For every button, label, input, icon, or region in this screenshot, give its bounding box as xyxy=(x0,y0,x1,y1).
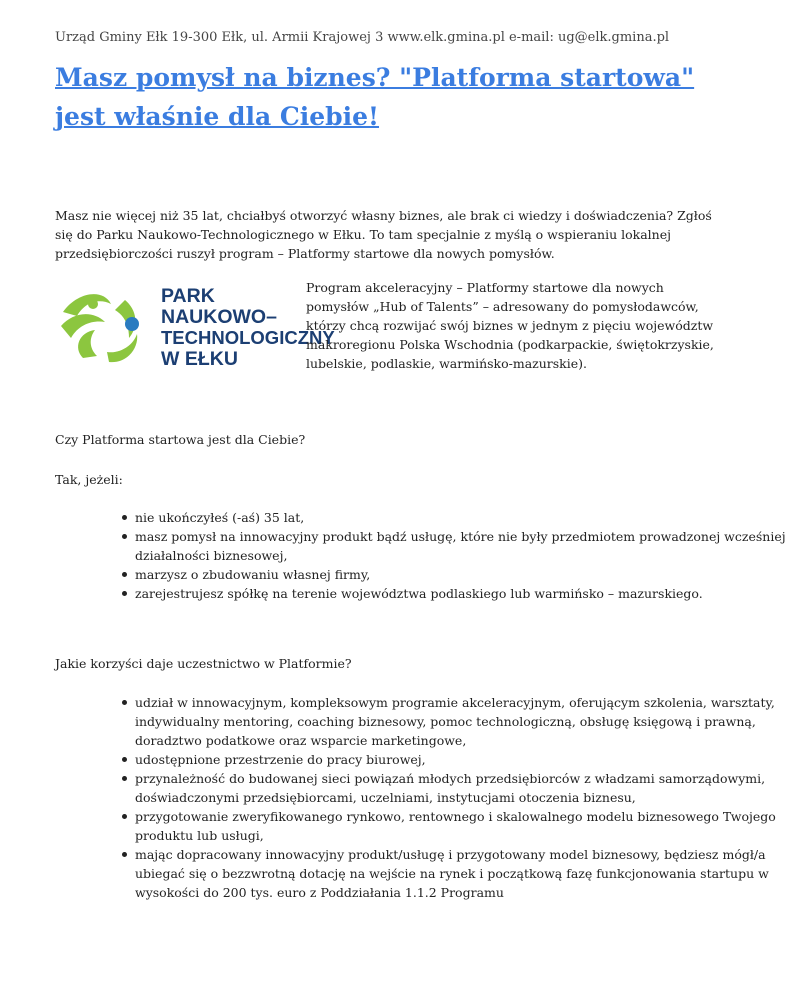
program-paragraph: Program akceleracyjny – Platformy startowe dla nowych pomysłów „Hub of Talents” – adresowany do pomysłodawców, którzy chcą rozwijać swój biznes w jednym z pięciu województw makroregionu Polska Wschodnia (podkarpackie, świętokrzyskie, lubelskie, podlaskie, warmińsko-mazurskie). xyxy=(306,280,714,371)
question-1: Czy Platforma startowa jest dla Ciebie? xyxy=(55,432,306,447)
logo-line-3: TECHNOLOGICZNY xyxy=(161,327,335,348)
park-logo-icon xyxy=(55,282,335,370)
list-item: zarejestrujesz spółkę na terenie województwa podlaskiego lub warmińsko – mazurskiego. xyxy=(135,584,805,603)
article-title-link[interactable]: Masz pomysł na biznes? "Platforma startowa" jest właśnie dla Ciebie! xyxy=(55,63,695,131)
list-item: udostępnione przestrzenie do pracy biurowej, xyxy=(135,750,805,769)
list-item: udział w innowacyjnym, kompleksowym programie akceleracyjnym, oferującym szkolenia, warsztaty, indywidualny mentoring, coaching biznesowy, pomoc technologiczną, obsługę księgową i prawną, doradztwo podatkowe oraz wsparcie marketingowe, xyxy=(135,693,805,750)
logo-line-4: W EŁKU xyxy=(161,348,238,370)
logo-line-2: NAUKOWO– xyxy=(161,306,277,328)
conditions-list xyxy=(55,508,805,603)
benefits-list xyxy=(55,693,805,902)
list-item: mając dopracowany innowacyjny produkt/usługę i przygotowany model biznesowy, będziesz mógł/a ubiegać się o bezzwrotną dotację na wejście na rynek i początkową fazę funkcjonowania startupu w wysokości do 200 tys. euro z Poddziałania 1.1.2 Programu xyxy=(135,845,805,902)
list-item: masz pomysł na innowacyjny produkt bądź usługę, które nie były przedmiotem prowadzonej wcześniej działalności biznesowej, xyxy=(135,527,805,565)
logo-line-1: PARK xyxy=(161,285,215,307)
list-item: marzysz o zbudowaniu własnej firmy, xyxy=(135,565,805,584)
header-address: Urząd Gminy Ełk 19-300 Ełk, ul. Armii Krajowej 3 www.elk.gmina.pl e-mail: ug@elk.gmina.pl xyxy=(55,30,670,45)
list-item: przynależność do budowanej sieci powiązań młodych przedsiębiorców z władzami samorządowymi, doświadczonymi przedsiębiorcami, uczelniami, instytucjami otoczenia biznesu, xyxy=(135,769,805,807)
intro-paragraph: Masz nie więcej niż 35 lat, chciałbyś otworzyć własny biznes, ale brak ci wiedzy i doświadczenia? Zgłoś się do Parku Naukowo-Technologicznego w Ełku. To tam specjalnie z myślą o wspieraniu lokalnej przedsiębiorczości ruszył program – Platformy startowe dla nowych pomysłów. xyxy=(55,208,712,261)
yes-if-label: Tak, jeżeli: xyxy=(55,472,123,487)
question-2: Jakie korzyści daje uczestnictwo w Platformie? xyxy=(55,656,352,671)
list-item: przygotowanie zweryfikowanego rynkowo, rentownego i skalowalnego modelu biznesowego Twojego produktu lub usługi, xyxy=(135,807,805,845)
list-item: nie ukończyłeś (-aś) 35 lat, xyxy=(135,508,805,527)
